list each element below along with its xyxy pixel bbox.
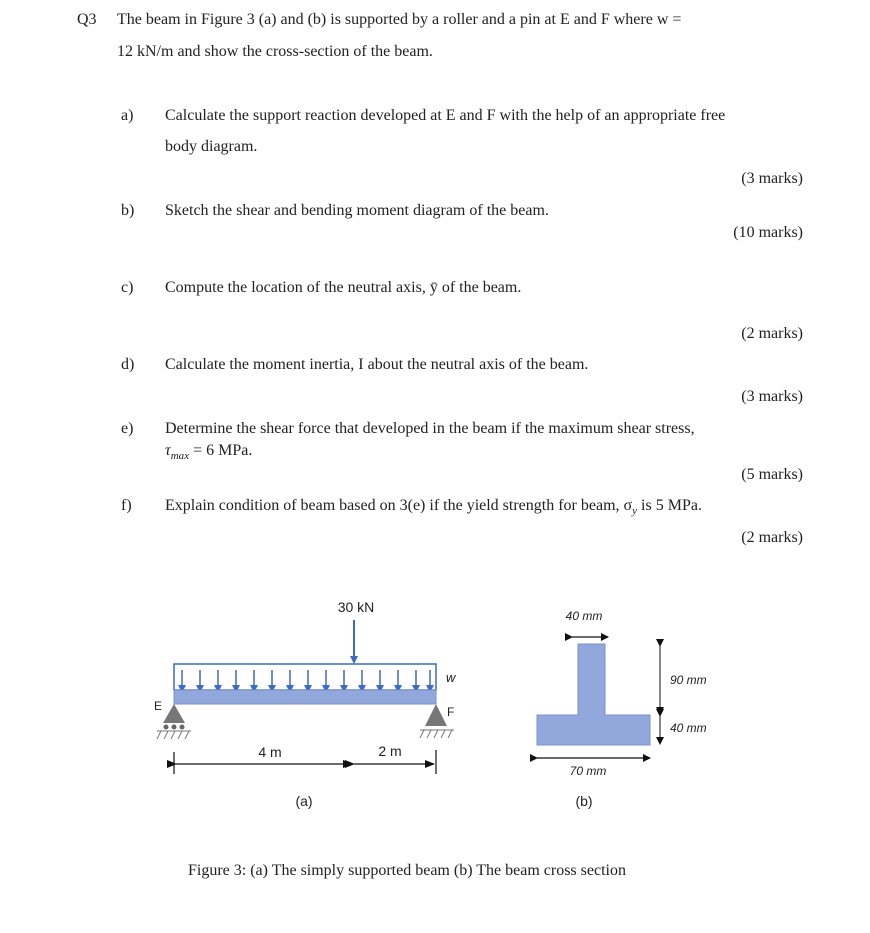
part-f-text-main: Explain condition of beam based on 3(e) if the yield strength for beam, σ [165, 497, 633, 514]
support-e-label: E [154, 699, 163, 713]
part-c-label: c) [121, 279, 134, 296]
flange-height-label: 40 mm [670, 721, 707, 735]
support-e-rollers [164, 725, 185, 730]
part-e-text-1: Determine the shear force that developed in the beam if the maximum shear stress, [165, 420, 695, 437]
figure-a-sublabel: (a) [295, 793, 313, 809]
support-f-label: F [447, 705, 455, 719]
support-f-ground [420, 730, 454, 738]
part-c-marks: (2 marks) [741, 325, 803, 342]
part-e-marks: (5 marks) [741, 466, 803, 483]
point-load-label: 30 kN [337, 599, 375, 615]
part-c-text: Compute the location of the neutral axis, ȳ of the beam. [165, 279, 522, 296]
part-d-marks: (3 marks) [741, 388, 803, 405]
span-2m-label: 2 m [378, 743, 402, 759]
top-width-label: 40 mm [565, 609, 603, 623]
figure-b-sublabel: (b) [575, 793, 593, 809]
part-f-marks: (2 marks) [741, 529, 803, 546]
bottom-width-label: 70 mm [569, 764, 607, 778]
figure-a-beam-diagram [140, 590, 480, 830]
part-f-text [165, 497, 702, 517]
part-e-text-2 [165, 442, 252, 462]
part-b-text: Sketch the shear and bending moment diagram of the beam. [165, 202, 549, 219]
beam [174, 690, 436, 704]
support-f-pin [425, 704, 447, 726]
part-d-text: Calculate the moment inertia, I about the neutral axis of the beam. [165, 356, 589, 373]
part-b-marks: (10 marks) [733, 224, 803, 241]
tau-value: = 6 MPa. [189, 442, 253, 459]
part-f-text-rest: is 5 MPa. [637, 497, 702, 514]
distributed-load-box [174, 664, 436, 690]
part-a-text-2: body diagram. [165, 138, 258, 155]
support-e-roller [163, 704, 185, 723]
t-section-shape [537, 644, 650, 745]
sigma-subscript: y [632, 505, 638, 518]
part-a-text-1: Calculate the support reaction developed at E and F with the help of an appropriate free [165, 107, 726, 124]
part-a-label: a) [121, 107, 134, 124]
support-e-ground [157, 731, 191, 739]
part-f-label: f) [121, 497, 132, 514]
figure-caption: Figure 3: (a) The simply supported beam (b) The beam cross section [188, 862, 626, 879]
span-4m-label: 4 m [258, 744, 282, 760]
question-line-2: 12 kN/m and show the cross-section of the beam. [117, 43, 433, 60]
part-e-label: e) [121, 420, 134, 437]
figure-b-cross-section [520, 600, 740, 820]
question-line-1: The beam in Figure 3 (a) and (b) is supported by a roller and a pin at E and F where w = [117, 11, 682, 28]
tau-subscript: max [170, 450, 190, 463]
part-a-marks: (3 marks) [741, 170, 803, 187]
tau-symbol: τ [165, 442, 171, 459]
distributed-load-arrows [182, 670, 430, 689]
part-d-label: d) [121, 356, 135, 373]
web-height-label: 90 mm [670, 673, 707, 687]
question-number: Q3 [77, 11, 97, 28]
part-b-label: b) [121, 202, 135, 219]
distributed-load-label: w [446, 670, 456, 685]
